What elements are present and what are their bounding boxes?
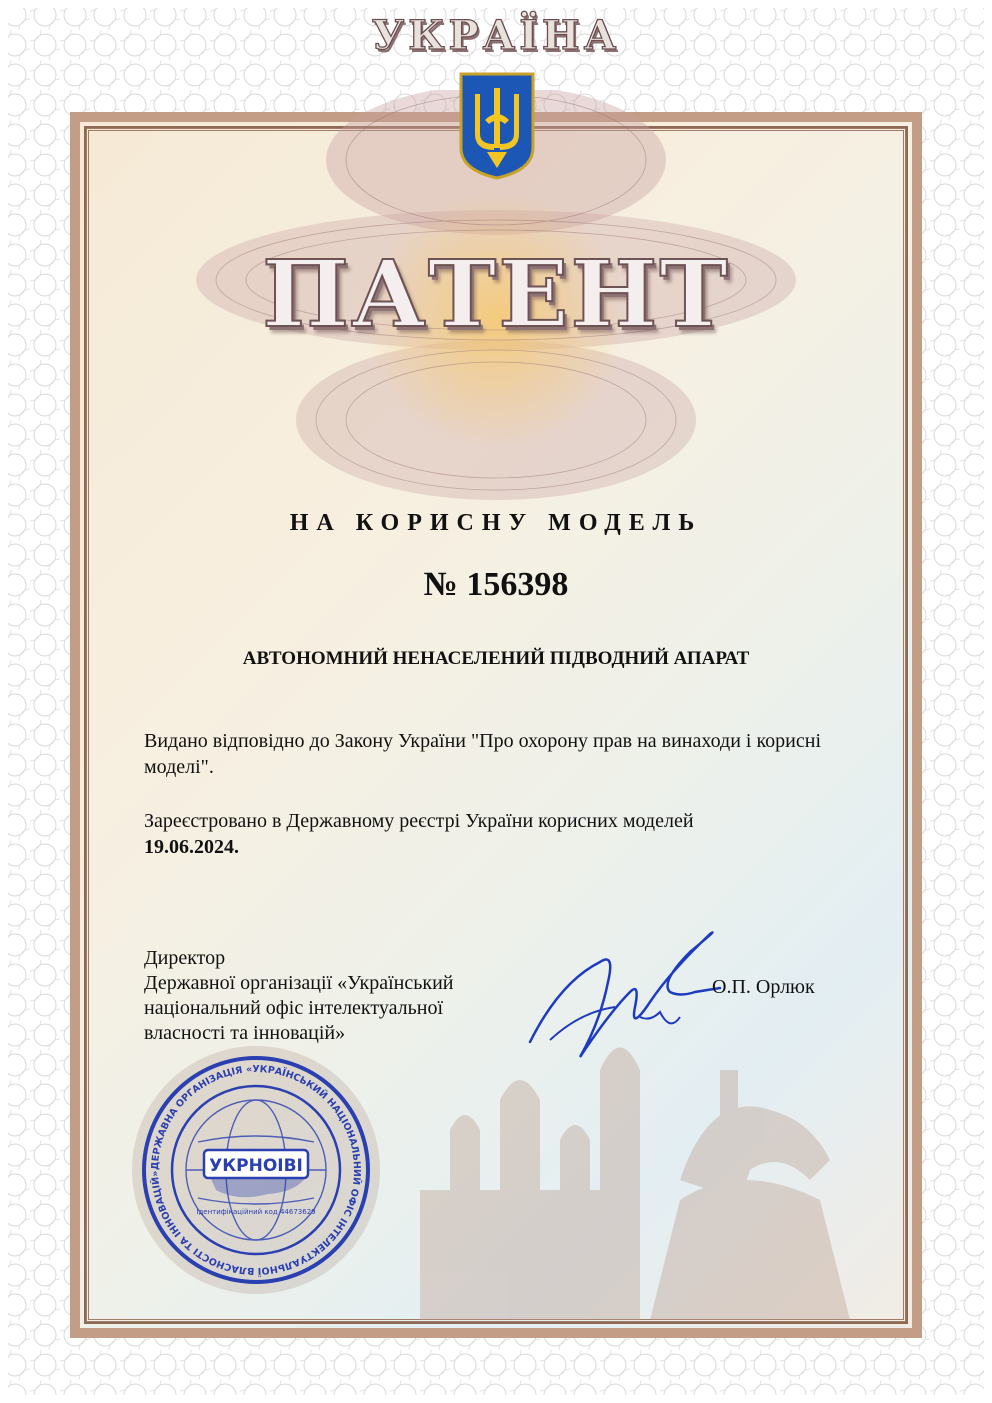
registration-text: Зареєстровано в Державному реєстрі України корисних моделей (144, 810, 694, 832)
official-seal-stamp (128, 1042, 384, 1298)
country-title: УКРАЇНА (371, 12, 621, 59)
patent-subtitle: НА КОРИСНУ МОДЕЛЬ (289, 510, 703, 536)
registration-date: 19.06.2024. (144, 836, 239, 858)
issued-statement: Видано відповідно до Закону України "Про охорону прав на винаходи і корисні моделі". (144, 730, 822, 778)
seal-code-text: Ідентифікаційний код 44673629 (196, 1208, 316, 1216)
patent-number: № 156398 (423, 566, 569, 603)
patent-title: ПАТЕНТ (262, 240, 730, 348)
registration-statement (144, 808, 852, 860)
invention-title: АВТОНОМНИЙ НЕНАСЕЛЕНИЙ ПІДВОДНИЙ АПАРАТ (242, 648, 750, 669)
organization-name-line1: Державної організації «Український (144, 972, 454, 994)
director-position: Директор (144, 947, 226, 969)
handwritten-signature (520, 922, 730, 1072)
seal-center-text: УКРНОІВІ (209, 1156, 303, 1176)
trident-icon (457, 70, 537, 182)
seal-ring-text: ДЕРЖАВНА ОРГАНІЗАЦІЯ «УКРАЇНСЬКИЙ НАЦІОНАЛЬНИЙ ОФІС ІНТЕЛЕКТУАЛЬНОЇ ВЛАСНОСТІ ТА ІННОВАЦІЙ» (149, 1063, 363, 1277)
signatory-name: О.П. Орлюк (712, 976, 815, 998)
organization-name-line2: національний офіс інтелектуальної (144, 997, 444, 1019)
director-block (144, 946, 544, 1046)
organization-name-line3: власності та інновацій» (144, 1022, 346, 1044)
